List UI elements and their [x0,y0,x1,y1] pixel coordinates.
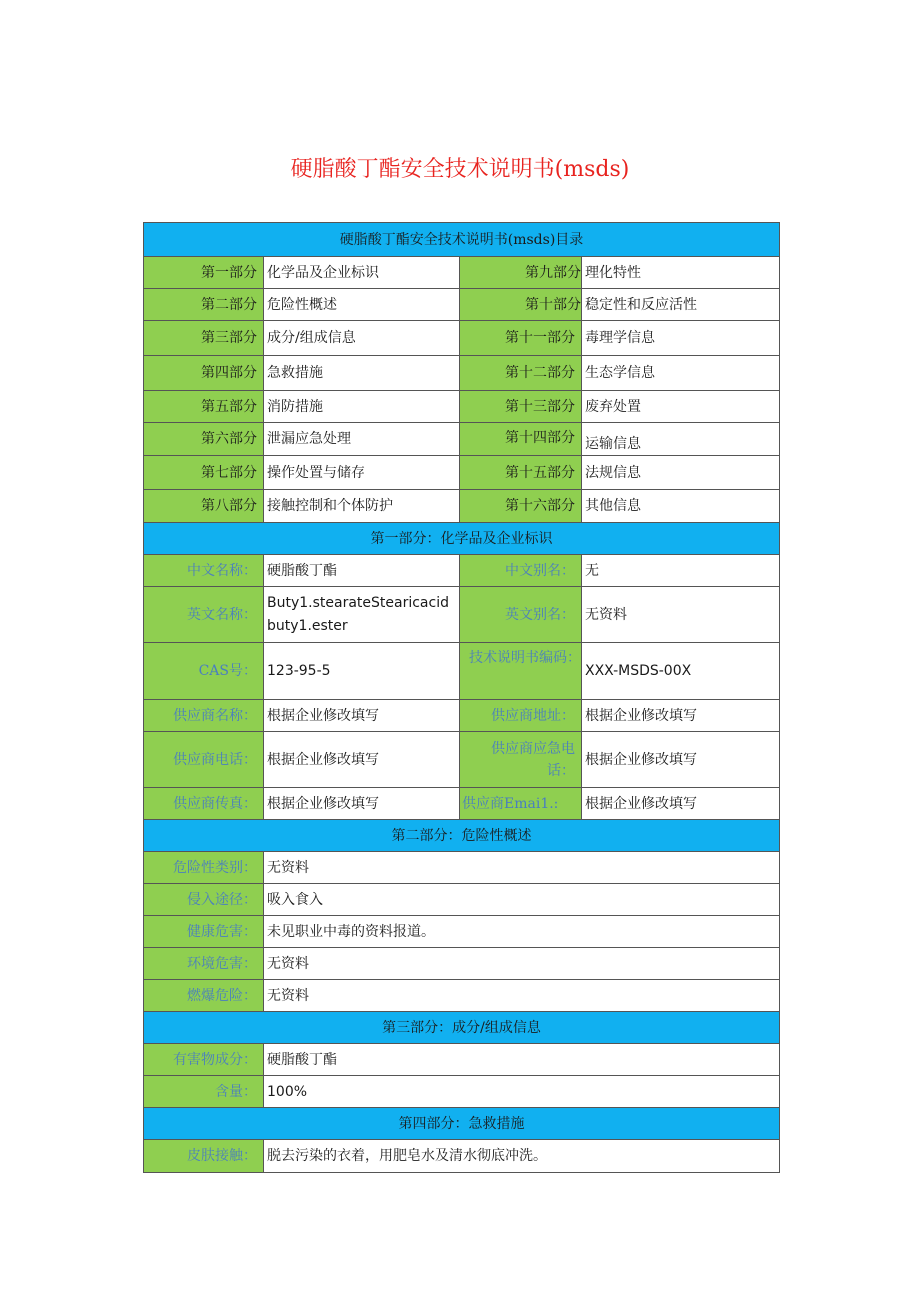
hazard-row [144,884,780,916]
phone-label: 供应商电话： [144,732,264,788]
toc-value: 毒理学信息 [582,321,780,356]
toc-label: 第十部分 [460,289,582,321]
toc-label: 第一部分 [144,257,264,289]
emergency-label [460,732,582,788]
part4-header: 第四部分：急救措施 [144,1108,780,1140]
cas-label-latin: CAS [198,663,229,679]
hazard-value: 吸入食入 [264,884,780,916]
content-label: 含量： [144,1076,264,1108]
toc-label: 第二部分 [144,289,264,321]
toc-row [144,257,780,289]
toc-value: 其他信息 [582,490,780,523]
fax-label: 供应商传真： [144,788,264,820]
cn-alias-label: 中文别名： [460,555,582,587]
toc-row [144,423,780,456]
toc-value: 成分/组成信息 [264,321,460,356]
address-value: 根据企业修改填写 [582,700,780,732]
emergency-label-line2: 话： [547,762,575,779]
emergency-label-line1: 供应商应急电 [491,740,575,757]
part1-header: 第一部分：化学品及企业标识 [144,523,780,555]
composition-row [144,1076,780,1108]
toc-label: 第五部分 [144,391,264,423]
hazard-row [144,948,780,980]
info-row [144,788,780,820]
toc-row [144,456,780,490]
part3-header: 第三部分：成分/组成信息 [144,1012,780,1044]
hazard-value: 无资料 [264,852,780,884]
toc-value: 稳定性和反应活性 [582,289,780,321]
en-name-label: 英文名称： [144,587,264,643]
toc-label: 第十五部分 [460,456,582,490]
toc-row [144,356,780,391]
toc-label: 第十二部分 [460,356,582,391]
emergency-value: 根据企业修改填写 [582,732,780,788]
toc-row [144,289,780,321]
toc-label: 第十三部分 [460,391,582,423]
hazard-value: 未见职业中毒的资料报道。 [264,916,780,948]
toc-label: 第八部分 [144,490,264,523]
cn-name-value: 硬脂酸丁酯 [264,555,460,587]
firstaid-row [144,1140,780,1173]
code-label: 技术说明书编码： [460,643,582,700]
hazard-row [144,852,780,884]
toc-value: 理化特性 [582,257,780,289]
toc-label: 第九部分 [460,257,582,289]
cn-name-label: 中文名称： [144,555,264,587]
toc-row [144,490,780,523]
substance-label: 有害物成分： [144,1044,264,1076]
hazard-label: 健康危害： [144,916,264,948]
toc-value: 急救措施 [264,356,460,391]
hazard-label: 危险性类别： [144,852,264,884]
info-row [144,732,780,788]
supplier-label: 供应商名称： [144,700,264,732]
toc-value: 废弃处置 [582,391,780,423]
cas-value: 123-95-5 [264,643,460,700]
toc-label: 第七部分 [144,456,264,490]
en-alias-label: 英文别名： [460,587,582,643]
composition-row [144,1044,780,1076]
toc-label: 第十四部分 [460,423,582,456]
hazard-label: 燃爆危险： [144,980,264,1012]
cas-label-cn: 号： [229,663,257,679]
hazard-label: 环境危害： [144,948,264,980]
toc-value: 消防措施 [264,391,460,423]
toc-value: 生态学信息 [582,356,780,391]
cn-alias-value: 无 [582,555,780,587]
email-label-latin: Emai1.: [504,795,559,812]
code-value: XXX-MSDS-00X [582,643,780,700]
fax-value: 根据企业修改填写 [264,788,460,820]
hazard-row [144,980,780,1012]
en-name-value: Buty1.stearateStearicacidbuty1.ester [264,587,460,643]
supplier-value: 根据企业修改填写 [264,700,460,732]
hazard-label: 侵入途径： [144,884,264,916]
toc-label: 第四部分 [144,356,264,391]
cas-label [144,643,264,700]
toc-row [144,321,780,356]
toc-value: 接触控制和个体防护 [264,490,460,523]
toc-label: 第十一部分 [460,321,582,356]
info-row [144,587,780,643]
document-title: 硬脂酸丁酯安全技术说明书(msds) [290,157,630,182]
email-label [460,788,582,820]
email-label-cn: 供应商 [462,795,504,812]
toc-value: 化学品及企业标识 [264,257,460,289]
toc-value: 法规信息 [582,456,780,490]
address-label: 供应商地址： [460,700,582,732]
msds-table [143,222,780,1173]
skin-contact-value: 脱去污染的衣着，用肥皂水及清水彻底冲洗。 [264,1140,780,1173]
phone-value: 根据企业修改填写 [264,732,460,788]
content-value: 100% [264,1076,780,1108]
info-row [144,700,780,732]
toc-value: 泄漏应急处理 [264,423,460,456]
email-value: 根据企业修改填写 [582,788,780,820]
toc-header: 硬脂酸丁酯安全技术说明书(msds)目录 [144,223,780,257]
part2-header: 第二部分：危险性概述 [144,820,780,852]
toc-label: 第六部分 [144,423,264,456]
info-row [144,555,780,587]
toc-label: 第三部分 [144,321,264,356]
info-row [144,643,780,700]
hazard-value: 无资料 [264,980,780,1012]
en-alias-value: 无资料 [582,587,780,643]
toc-row [144,391,780,423]
toc-value: 危险性概述 [264,289,460,321]
substance-value: 硬脂酸丁酯 [264,1044,780,1076]
hazard-row [144,916,780,948]
skin-contact-label: 皮肤接触： [144,1140,264,1173]
toc-label: 第十六部分 [460,490,582,523]
toc-value: 运输信息 [582,423,780,456]
hazard-value: 无资料 [264,948,780,980]
toc-value: 操作处置与储存 [264,456,460,490]
